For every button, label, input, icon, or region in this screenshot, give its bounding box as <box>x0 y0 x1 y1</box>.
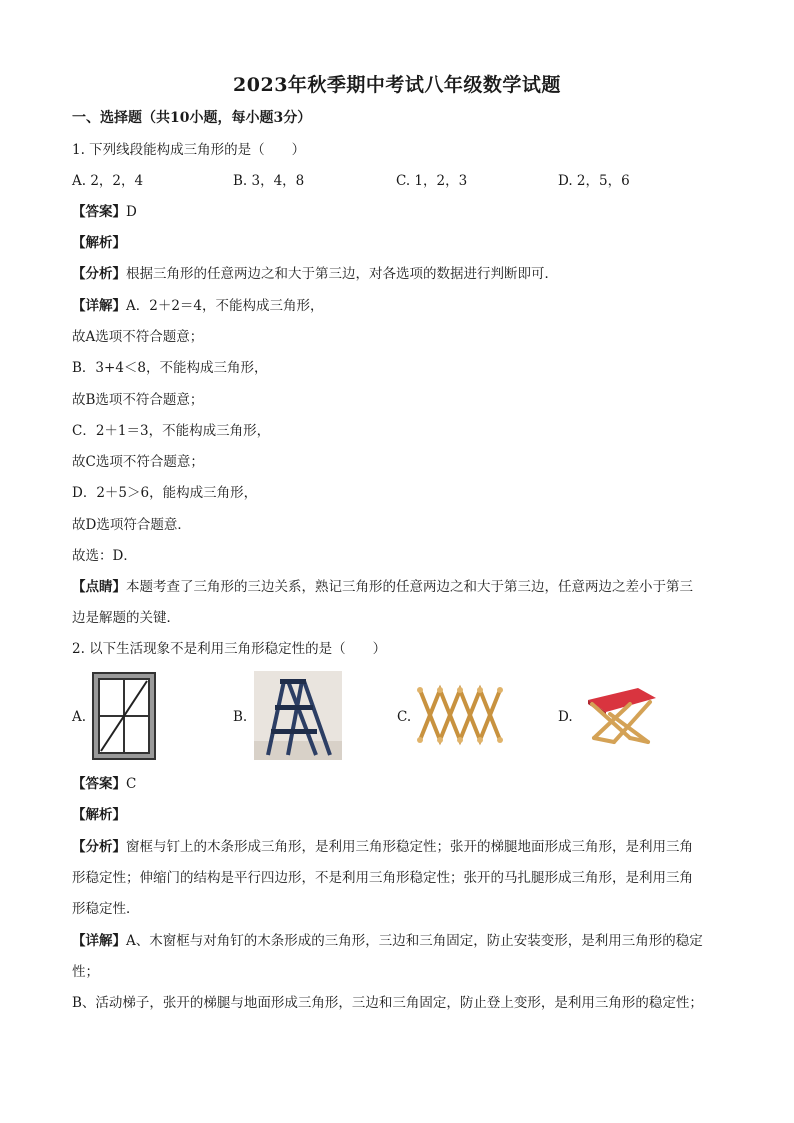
xiangjie-tag: 【详解】 <box>72 298 126 314</box>
answer-tag: 【答案】 <box>72 204 126 220</box>
q1-line: 故C选项不符合题意； <box>72 454 204 470</box>
q1-answer <box>72 203 137 221</box>
answer-value: D <box>126 204 137 220</box>
q1-xiangjie <box>72 297 324 315</box>
q2-fenxi-cont: 形稳定性． <box>72 901 140 917</box>
q2-label-d: D. <box>558 709 573 725</box>
q1-line: C．2＋1＝3，不能构成三角形， <box>72 423 271 439</box>
q2-label-b: B. <box>233 709 248 725</box>
fenxi-text: 窗框与钉上的木条形成三角形，是利用三角形稳定性；张开的梯腿地面形成三角形，是利用三角 <box>126 839 693 855</box>
dianjing-tag: 【点睛】 <box>72 579 126 595</box>
q2-fenxi-cont: 形稳定性；伸缩门的结构是平行四边形，不是利用三角形稳定性；张开的马扎腿形成三角形，是利用三角 <box>72 870 693 886</box>
q1-option-d: D. 2，5，6 <box>558 173 630 189</box>
q1-jiexi: 【解析】 <box>72 235 126 251</box>
window-frame-image <box>92 672 156 760</box>
fenxi-tag: 【分析】 <box>72 266 126 282</box>
q1-dianjing-cont: 边是解题的关键． <box>72 610 180 626</box>
step-ladder-image <box>254 671 342 760</box>
q1-dianjing <box>72 578 693 596</box>
q2-xiangjie-cont: 性； <box>72 964 99 980</box>
fenxi-tag: 【分析】 <box>72 839 126 855</box>
answer-value: C <box>126 776 137 792</box>
fenxi-text: 根据三角形的任意两边之和大于第三边，对各选项的数据进行判断即可． <box>126 266 558 282</box>
q2-answer <box>72 775 136 793</box>
q2-xiangjie-cont: B、活动梯子，张开的梯腿与地面形成三角形，三边和三角固定，防止登上变形，是利用三角形的稳定性； <box>72 995 703 1011</box>
page-title: 2023年秋季期中考试八年级数学试题 <box>233 74 561 96</box>
q1-option-a: A. 2，2，4 <box>72 173 144 189</box>
folding-stool-image <box>580 684 662 746</box>
xiangjie-line: A．2＋2＝4，不能构成三角形， <box>126 298 324 314</box>
q2-fenxi <box>72 838 693 856</box>
q1-line: B．3+4＜8，不能构成三角形， <box>72 360 268 376</box>
xiangjie-text: A、木窗框与对角钉的木条形成的三角形，三边和三角固定，防止安装变形，是利用三角形的稳定 <box>126 933 703 949</box>
q1-option-b: B. 3，4，8 <box>233 173 305 189</box>
q1-line: 故选：D． <box>72 548 137 564</box>
section-heading: 一、选择题（共10小题，每小题3分） <box>72 110 312 126</box>
q1-line: 故A选项不符合题意； <box>72 329 204 345</box>
dianjing-text: 本题考查了三角形的三边关系，熟记三角形的任意两边之和大于第三边，任意两边之差小于第三 <box>126 579 693 595</box>
expandable-rack-image <box>416 684 504 746</box>
q2-stem: 2. 以下生活现象不是利用三角形稳定性的是（ ） <box>72 641 387 657</box>
q2-label-c: C. <box>397 709 412 725</box>
q2-xiangjie <box>72 932 703 950</box>
q2-label-a: A. <box>72 709 87 725</box>
q1-line: 故D选项符合题意． <box>72 517 191 533</box>
q1-fenxi <box>72 265 558 283</box>
q1-line: D．2＋5＞6，能构成三角形， <box>72 485 258 501</box>
q1-stem: 1. 下列线段能构成三角形的是（ ） <box>72 142 306 158</box>
q2-jiexi: 【解析】 <box>72 807 126 823</box>
q1-line: 故B选项不符合题意； <box>72 392 204 408</box>
answer-tag: 【答案】 <box>72 776 126 792</box>
q1-option-c: C. 1，2，3 <box>396 173 468 189</box>
xiangjie-tag: 【详解】 <box>72 933 126 949</box>
